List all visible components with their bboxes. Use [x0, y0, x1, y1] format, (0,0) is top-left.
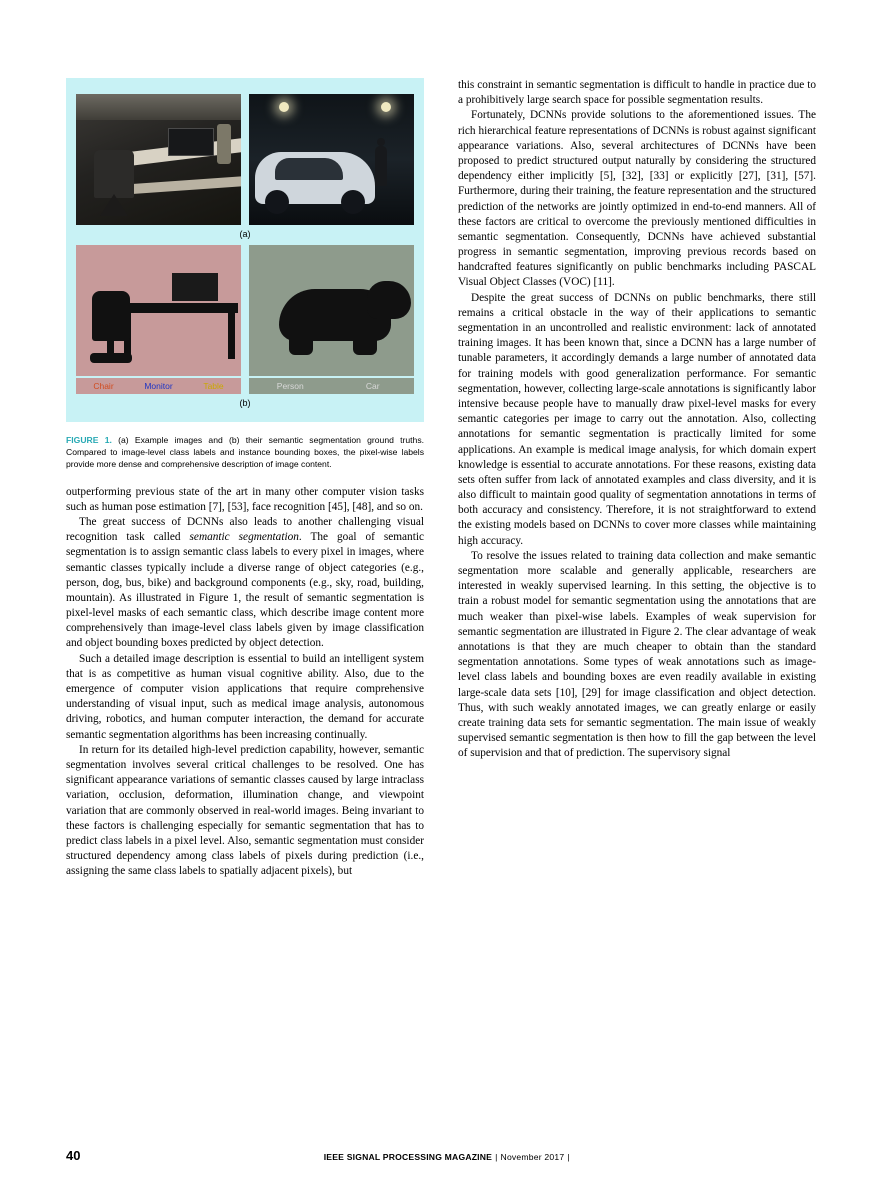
footer-separator-1: | [495, 1152, 498, 1162]
paragraph: outperforming previous state of the art in many other computer vision tasks such as human pose estimation [7], [53], face recognition [45], [48], and so on. [66, 485, 424, 513]
page-number: 40 [66, 1148, 81, 1163]
footer-separator-2: | [567, 1152, 570, 1162]
paragraph: In return for its detailed high-level prediction capability, however, semantic segmentation involves several critical challenges to be resolved. One has significant appearance variations of semantic classes caused by large intraclass variation, occlusion, deformation, illumination change, and viewpoint variation that are commonly observed in real-world images. Being invariant to these factors is challenging especially for semantic segmentation that has to predict class labels in a pixel level. Also, semantic segmentation must consider structured dependency among class labels of pixels during prediction (i.e., assigning the same class labels to spatially adjacent pixels), but [66, 743, 424, 878]
figure-legend-row [76, 378, 414, 394]
legend-label-chair: Chair [93, 381, 114, 391]
footer-center [80, 1152, 816, 1162]
left-column [66, 78, 424, 879]
photo-office-image [76, 94, 241, 225]
issue-date: November 2017 [500, 1152, 565, 1162]
right-column-body [458, 78, 816, 761]
page-footer [66, 1148, 816, 1163]
paragraph: this constraint in semantic segmentation is difficult to handle in practice due to a prohibitively large search space for possible segmentation results. [458, 79, 816, 107]
legend-label-monitor: Monitor [144, 381, 173, 391]
paragraph: Despite the great success of DCNNs on public benchmarks, there still remains a critical obstacle in the way of their applications to semantic segmentation in an uncontrolled and realistic environment: lack of annotated training images. It has been known that, since a DCNN has a large number of tunable parameters, it accordingly demands a large number of annotated data for training models with good generalization performance. For semantic segmentation, however, collecting large-scale annotations is significantly labor intensive because people have to manually draw pixel-level masks for every semantic categories per image to carry out the annotation. Also, collecting annotations for semantic segmentation is practically limited for some applications. An example is medical image analysis, for which domain expert knowledge is essential to accurate annotations. For these reasons, existing data sets often suffer from lack of annotated examples and class diversity, and it is also difficult to maintain good quality of segmentation annotations in terms of both accuracy and consistency. Therefore, it is not straightforward to extend the existing models based on DCNNs to cover more classes while maintaining high accuracy. [458, 291, 816, 547]
segmentation-office-image [76, 245, 241, 376]
legend-left [76, 378, 241, 394]
photo-street-image [249, 94, 414, 225]
legend-right [249, 378, 414, 394]
paragraph: Fortunately, DCNNs provide solutions to the aforementioned issues. The rich hierarchical feature representations of DCNNs is robust against significant appearance variations. Also, several architectures of DCNNs have been proposed to predict structured output naturally by considering the structured dependency either implicitly [5], [32], [33] or explicitly [27], [31], [57]. Furthermore, during their training, the feature representation and the structured prediction of the networks are jointly optimized in end-to-end manners. All of these factors are critical to overcome the previously mentioned difficulties in semantic segmentation. Consequently, DCNNs have achieved substantial progress in semantic segmentation, improving previous records based on handcrafted features significantly on public benchmarks including PASCAL Visual Object Classes (VOC) [11]. [458, 109, 816, 289]
left-column-body [66, 485, 424, 880]
figure-caption-text: (a) Example images and (b) their semantic segmentation ground truths. Compared to image-level class labels and instance bounding boxes, the pixel-wise labels provide more dense and comprehensive description of image content. [66, 435, 424, 470]
legend-label-table: Table [203, 381, 224, 391]
paragraph: To resolve the issues related to training data collection and make semantic segmentation more scalable and generally applicable, researchers are interested in weakly supervised learning. In this setting, the objective is to train a robust model for semantic segmentation using the annotations that are much weaker than pixel-wise labels. Examples of weak supervision for semantic segmentation are illustrated in Figure 2. The clear advantage of weak annotations is that they are much cheaper to obtain than the standard segmentation annotations. Some types of weak annotations such as image-level class labels and bounding boxes are even readily available in existing large-scale data sets [10], [29] for image classification and object detection. Thus, with such weakly annotated images, we can greatly enlarge or easily create training data sets for semantic segmentation. The main issue of weakly supervised semantic segmentation is then how to fill the gap between the level of supervision and that of prediction. The supervisory signal [458, 549, 816, 760]
figure-row-photos [76, 94, 414, 225]
figure-1 [66, 78, 424, 422]
figure-caption [66, 434, 424, 471]
segmentation-street-image [249, 245, 414, 376]
figure-panel-a-label: (a) [239, 229, 251, 239]
paragraph: The great success of DCNNs also leads to another challenging visual recognition task called semantic segmentation. The goal of semantic segmentation is to assign semantic class labels to every pixel in images, where semantic classes typically include a diverse range of object categories (e.g., person, dog, bus, bike) and background components (e.g., sky, road, building, mountain). As illustrated in Figure 1, the result of semantic segmentation is pixel-level masks of each semantic class, which describe image content more comprehensively than image-level class labels given by image classification and object bounding boxes predicted by object detection. [66, 515, 424, 650]
legend-label-person: Person [276, 381, 304, 391]
journal-name: IEEE SIGNAL PROCESSING MAGAZINE [323, 1152, 493, 1162]
figure-row-segmentations [76, 245, 414, 376]
figure-panel-b-label: (b) [239, 398, 251, 408]
paragraph: Such a detailed image description is essential to build an intelligent system that is as competitive as human visual cognitive ability. Also, due to the emergence of computer vision applications that require comprehensive understanding of visual input, such as medical image analysis, autonomous driving, robotics, and human computer interaction, the demand for accurate semantic segmentation algorithms has been increasing continually. [66, 652, 424, 741]
legend-label-car: Car [365, 381, 380, 391]
right-column [458, 78, 816, 761]
figure-caption-label: FIGURE 1. [66, 435, 112, 445]
